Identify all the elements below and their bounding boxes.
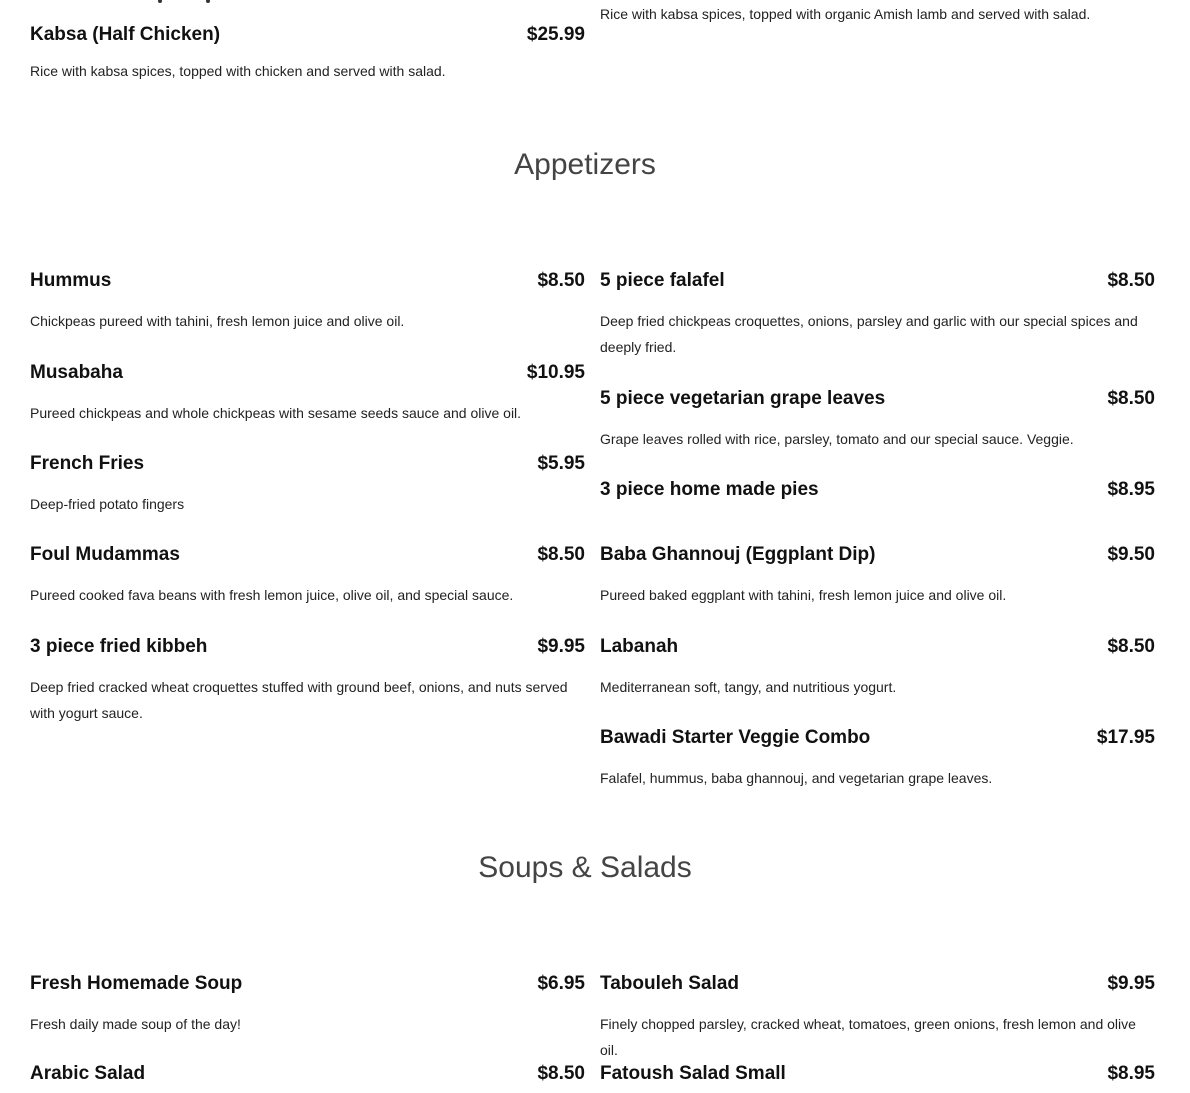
menu-item bbox=[600, 544, 1155, 608]
menu-item bbox=[600, 1063, 1155, 1093]
menu-item bbox=[600, 636, 1155, 700]
menu-item bbox=[30, 636, 585, 726]
item-price: $8.50 bbox=[537, 544, 585, 565]
item-description: Falafel, hummus, baba ghannouj, and vegetarian grape leaves. bbox=[600, 770, 993, 786]
item-price: $10.95 bbox=[526, 362, 585, 383]
section-title-soups-salads: Soups & Salads bbox=[478, 851, 692, 884]
item-name: 3 piece home made pies bbox=[600, 479, 819, 500]
menu-item bbox=[30, 1063, 585, 1093]
item-price: $8.50 bbox=[537, 270, 585, 291]
item-price: $9.95 bbox=[1107, 973, 1155, 994]
item-name: 5 piece vegetarian grape leaves bbox=[600, 388, 886, 409]
menu-item bbox=[30, 24, 585, 84]
menu-item bbox=[600, 479, 1155, 509]
item-name: Tabouleh Salad bbox=[600, 973, 740, 994]
item-name: 3 piece fried kibbeh bbox=[30, 636, 208, 657]
menu-item bbox=[30, 544, 585, 608]
item-description: Rice with kabsa spices, topped with organic Amish lamb and served with salad. bbox=[600, 6, 1091, 22]
menu-item bbox=[30, 973, 585, 1037]
menu-item bbox=[600, 1, 1155, 27]
section-title-appetizers: Appetizers bbox=[514, 148, 656, 181]
item-description: Mediterranean soft, tangy, and nutritious yogurt. bbox=[600, 679, 897, 695]
item-price: $9.50 bbox=[1107, 544, 1155, 565]
item-description: Pureed chickpeas and whole chickpeas with sesame seeds sauce and olive oil. bbox=[30, 405, 522, 421]
item-price: $8.95 bbox=[1107, 1063, 1155, 1084]
item-name: Kabsa (Half Chicken) bbox=[30, 24, 221, 45]
item-name: 5 piece falafel bbox=[600, 270, 725, 291]
item-price: $8.50 bbox=[1107, 270, 1155, 291]
item-price: $9.95 bbox=[537, 636, 585, 657]
item-description: Deep fried cracked wheat croquettes stuffed with ground beef, onions, and nuts served with yogurt sauce. bbox=[30, 679, 568, 721]
menu-item bbox=[30, 362, 585, 426]
item-name: Bawadi Starter Veggie Combo bbox=[600, 727, 871, 748]
menu-item bbox=[30, 270, 585, 334]
item-description: Deep fried chickpeas croquettes, onions, parsley and garlic with our special spices and deeply fried. bbox=[600, 313, 1138, 355]
menu-item bbox=[600, 388, 1155, 452]
item-name: Foul Mudammas bbox=[30, 544, 180, 565]
item-price: $8.50 bbox=[1107, 388, 1155, 409]
menu-item bbox=[600, 270, 1155, 360]
item-price: $5.95 bbox=[537, 453, 585, 474]
item-name: Hummus bbox=[30, 270, 112, 291]
item-name: Fatoush Salad Small bbox=[600, 1063, 786, 1084]
item-price: $8.50 bbox=[537, 1063, 585, 1084]
item-name: Musabaha bbox=[30, 362, 123, 383]
item-description: Fresh daily made soup of the day! bbox=[30, 1016, 241, 1032]
menu-item bbox=[600, 727, 1155, 791]
item-price: $25.99 bbox=[526, 24, 585, 45]
item-name: Fresh Homemade Soup bbox=[30, 973, 243, 994]
item-description: Pureed cooked fava beans with fresh lemon juice, olive oil, and special sauce. bbox=[30, 587, 514, 603]
item-description: Grape leaves rolled with rice, parsley, tomato and our special sauce. Veggie. bbox=[600, 431, 1074, 447]
item-name: Labanah bbox=[600, 636, 679, 657]
menu-item bbox=[600, 973, 1155, 1063]
item-description: Chickpeas pureed with tahini, fresh lemon juice and olive oil. bbox=[30, 313, 405, 329]
item-price: $17.95 bbox=[1096, 727, 1155, 748]
item-price: $6.95 bbox=[537, 973, 585, 994]
item-description: Pureed baked eggplant with tahini, fresh lemon juice and olive oil. bbox=[600, 587, 1007, 603]
item-description: Deep-fried potato fingers bbox=[30, 496, 185, 512]
item-description: Finely chopped parsley, cracked wheat, tomatoes, green onions, fresh lemon and olive oil. bbox=[600, 1016, 1136, 1058]
item-description: Rice with kabsa spices, topped with chicken and served with salad. bbox=[30, 63, 446, 79]
item-name: Baba Ghannouj (Eggplant Dip) bbox=[600, 544, 876, 565]
item-price: $8.95 bbox=[1107, 479, 1155, 500]
cut-off-text-fragment bbox=[156, 0, 216, 2]
menu-item bbox=[30, 453, 585, 517]
item-name: French Fries bbox=[30, 453, 145, 474]
item-name: Arabic Salad bbox=[30, 1063, 146, 1084]
item-price: $8.50 bbox=[1107, 636, 1155, 657]
